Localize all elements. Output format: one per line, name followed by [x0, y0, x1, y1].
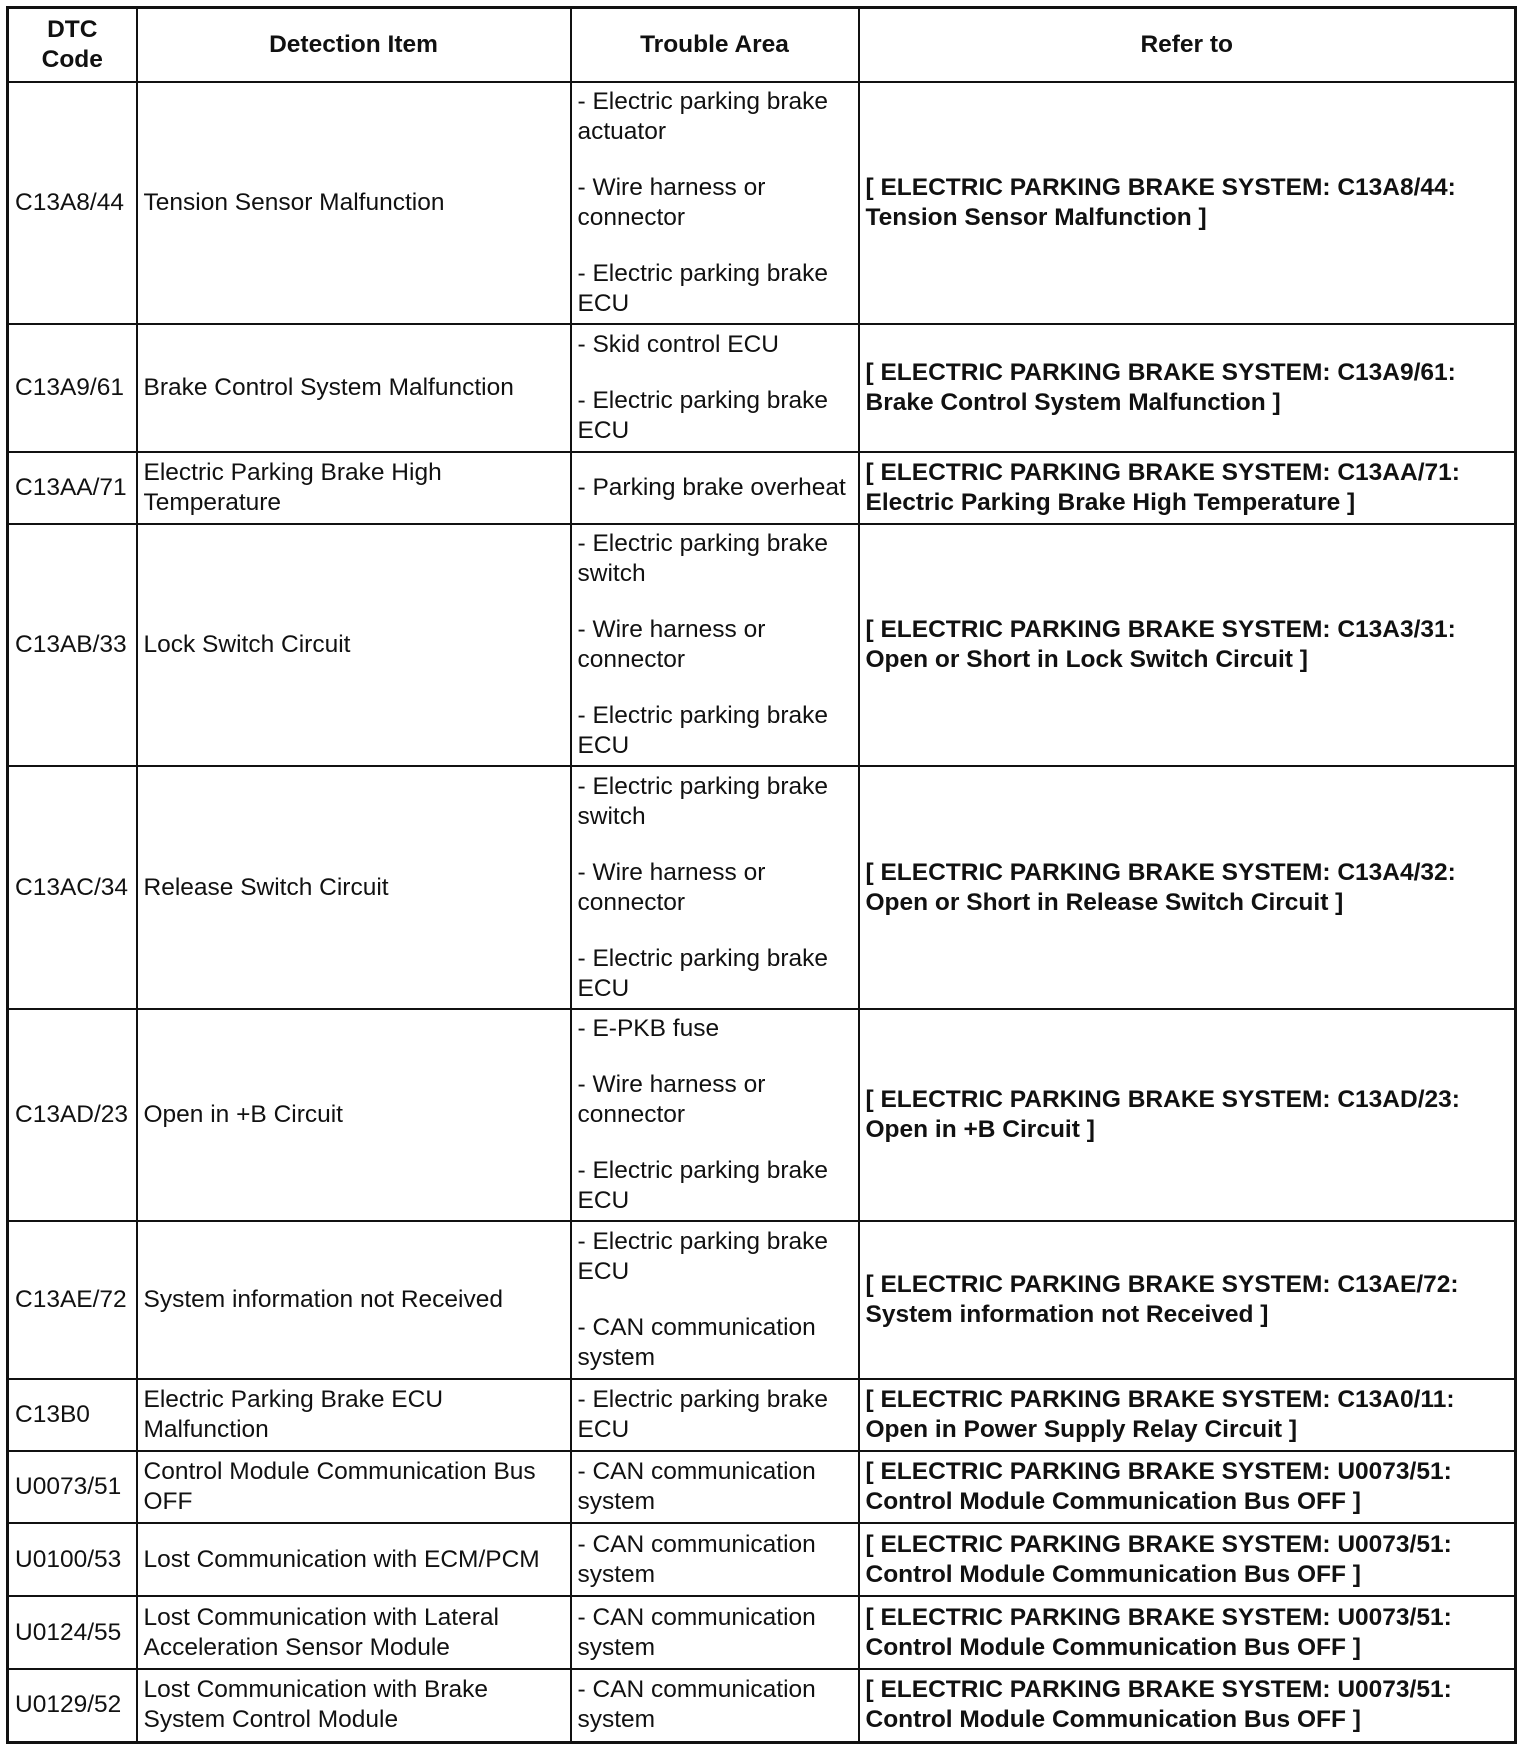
trouble-area-cell [571, 1523, 859, 1596]
dtc-code-cell: C13A9/61 [8, 324, 137, 452]
detection-item-cell: Lost Communication with ECM/PCM [137, 1523, 571, 1596]
table-row [8, 524, 1516, 766]
trouble-area-item: - Wire harness or connector [577, 616, 766, 673]
dtc-code-cell: C13AA/71 [8, 452, 137, 524]
detection-item-cell: Electric Parking Brake ECU Malfunction [137, 1379, 571, 1451]
detection-item-cell: Release Switch Circuit [137, 766, 571, 1009]
table-row [8, 1669, 1516, 1742]
refer-to-cell: [ ELECTRIC PARKING BRAKE SYSTEM: U0073/51: Control Module Communication Bus OFF ] [859, 1596, 1516, 1669]
trouble-area-item: - CAN communication system [577, 1458, 816, 1515]
refer-to-cell: [ ELECTRIC PARKING BRAKE SYSTEM: U0073/51: Control Module Communication Bus OFF ] [859, 1523, 1516, 1596]
header-trouble-area: Trouble Area [571, 8, 859, 83]
table-row [8, 82, 1516, 324]
trouble-area-item: - CAN communication system [577, 1603, 816, 1661]
table-header-row [8, 8, 1516, 83]
trouble-area-item: - CAN communication system [577, 1676, 816, 1734]
header-refer-to: Refer to [859, 8, 1516, 83]
trouble-area-cell [571, 1596, 859, 1669]
trouble-area-cell [571, 1221, 859, 1379]
trouble-area-item: - Skid control ECU [577, 331, 780, 358]
detection-item-cell: Lock Switch Circuit [137, 524, 571, 766]
detection-item-cell: Brake Control System Malfunction [137, 324, 571, 452]
trouble-area-cell [571, 1451, 859, 1523]
trouble-area-item: - Electric parking brake ECU [577, 387, 829, 444]
trouble-area-item: - Electric parking brake ECU [577, 260, 829, 317]
trouble-area-cell [571, 452, 859, 524]
header-dtc-code [8, 8, 137, 83]
dtc-code-cell: C13AE/72 [8, 1221, 137, 1379]
refer-to-cell: [ ELECTRIC PARKING BRAKE SYSTEM: C13A0/11: Open in Power Supply Relay Circuit ] [859, 1379, 1516, 1451]
trouble-area-item: - Parking brake overheat [577, 474, 846, 501]
trouble-area-cell [571, 82, 859, 324]
trouble-area-cell [571, 1379, 859, 1451]
refer-to-cell: [ ELECTRIC PARKING BRAKE SYSTEM: U0073/51: Control Module Communication Bus OFF ] [859, 1669, 1516, 1742]
detection-item-cell: Control Module Communication Bus OFF [137, 1451, 571, 1523]
refer-to-cell: [ ELECTRIC PARKING BRAKE SYSTEM: C13A3/31: Open or Short in Lock Switch Circuit ] [859, 524, 1516, 766]
refer-to-cell: [ ELECTRIC PARKING BRAKE SYSTEM: U0073/51: Control Module Communication Bus OFF ] [859, 1451, 1516, 1523]
table-row [8, 1523, 1516, 1596]
dtc-code-cell: C13AC/34 [8, 766, 137, 1009]
table-row [8, 1009, 1516, 1221]
table-row [8, 1596, 1516, 1669]
dtc-code-cell: C13AD/23 [8, 1009, 137, 1221]
table-body [8, 82, 1516, 1742]
dtc-code-cell: U0073/51 [8, 1451, 137, 1523]
trouble-area-item: - Electric parking brake ECU [577, 1157, 829, 1214]
detection-item-cell: Lost Communication with Brake System Control Module [137, 1669, 571, 1742]
table-row [8, 452, 1516, 524]
refer-to-cell: [ ELECTRIC PARKING BRAKE SYSTEM: C13AD/23: Open in +B Circuit ] [859, 1009, 1516, 1221]
trouble-area-item: - Electric parking brake ECU [577, 702, 829, 759]
trouble-area-item: - CAN communication system [577, 1530, 816, 1588]
header-dtc-code-label: DTC Code [41, 16, 103, 73]
detection-item-cell: System information not Received [137, 1221, 571, 1379]
table-row [8, 324, 1516, 452]
dtc-table [6, 6, 1517, 1744]
trouble-area-item: - Electric parking brake actuator [577, 88, 829, 145]
trouble-area-item: - Electric parking brake ECU [577, 944, 829, 1002]
header-detection-item: Detection Item [137, 8, 571, 83]
trouble-area-item: - Wire harness or connector [577, 858, 766, 916]
trouble-area-item: - Wire harness or connector [577, 174, 766, 231]
trouble-area-item: - Wire harness or connector [577, 1071, 766, 1128]
refer-to-cell: [ ELECTRIC PARKING BRAKE SYSTEM: C13A9/61: Brake Control System Malfunction ] [859, 324, 1516, 452]
dtc-code-cell: U0100/53 [8, 1523, 137, 1596]
trouble-area-item: - E-PKB fuse [577, 1015, 720, 1042]
trouble-area-cell [571, 1009, 859, 1221]
trouble-area-cell [571, 324, 859, 452]
trouble-area-cell [571, 766, 859, 1009]
trouble-area-item: - Electric parking brake switch [577, 772, 829, 830]
dtc-code-cell: C13AB/33 [8, 524, 137, 766]
trouble-area-cell [571, 1669, 859, 1742]
trouble-area-item: - Electric parking brake ECU [577, 1386, 829, 1443]
refer-to-cell: [ ELECTRIC PARKING BRAKE SYSTEM: C13AA/71: Electric Parking Brake High Temperature ] [859, 452, 1516, 524]
trouble-area-cell [571, 524, 859, 766]
detection-item-cell: Lost Communication with Lateral Acceleration Sensor Module [137, 1596, 571, 1669]
detection-item-cell: Electric Parking Brake High Temperature [137, 452, 571, 524]
trouble-area-item: - Electric parking brake ECU [577, 1228, 829, 1285]
detection-item-cell: Open in +B Circuit [137, 1009, 571, 1221]
dtc-code-cell: C13B0 [8, 1379, 137, 1451]
detection-item-cell: Tension Sensor Malfunction [137, 82, 571, 324]
trouble-area-item: - Electric parking brake switch [577, 530, 829, 587]
table-row [8, 1379, 1516, 1451]
refer-to-cell: [ ELECTRIC PARKING BRAKE SYSTEM: C13A4/32: Open or Short in Release Switch Circuit ] [859, 766, 1516, 1009]
dtc-code-cell: U0124/55 [8, 1596, 137, 1669]
table-row [8, 766, 1516, 1009]
dtc-code-cell: C13A8/44 [8, 82, 137, 324]
trouble-area-item: - CAN communication system [577, 1314, 816, 1371]
dtc-code-cell: U0129/52 [8, 1669, 137, 1742]
refer-to-cell: [ ELECTRIC PARKING BRAKE SYSTEM: C13A8/44: Tension Sensor Malfunction ] [859, 82, 1516, 324]
table-row [8, 1221, 1516, 1379]
table-row [8, 1451, 1516, 1523]
refer-to-cell: [ ELECTRIC PARKING BRAKE SYSTEM: C13AE/72: System information not Received ] [859, 1221, 1516, 1379]
